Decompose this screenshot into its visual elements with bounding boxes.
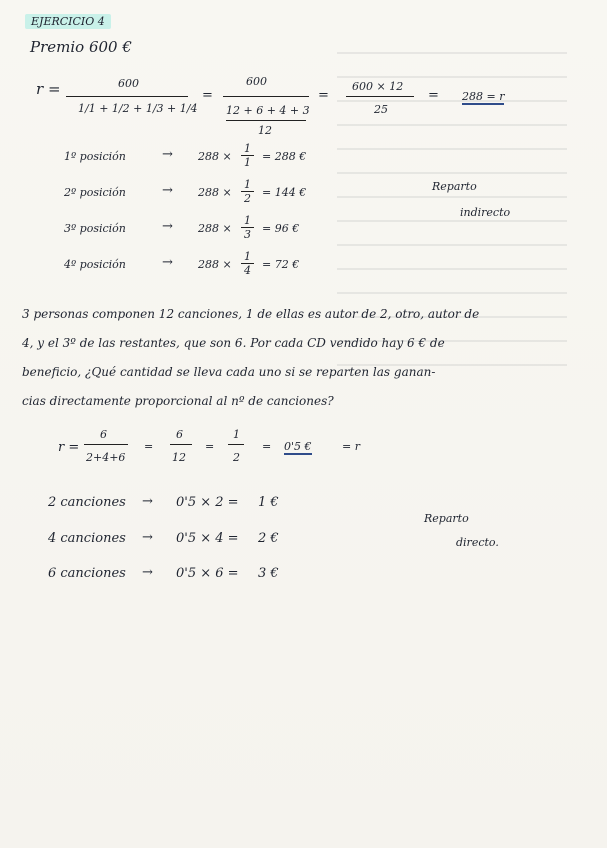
position-fraction xyxy=(241,215,254,241)
position-result: = 72 € xyxy=(262,258,300,271)
r2-equals-1: = xyxy=(144,440,154,453)
position-expression: 288 × xyxy=(198,222,232,235)
problem-line-1: 3 personas componen 12 canciones, 1 de ellas es autor de 2, otro, autor de xyxy=(22,307,480,321)
fraction1-bar xyxy=(66,96,188,97)
position-result: = 96 € xyxy=(262,222,300,235)
fraction2-denominator-top: 12 + 6 + 4 + 3 xyxy=(226,104,310,117)
fraction3-denominator: 25 xyxy=(374,103,388,116)
fraction2-bar xyxy=(223,96,309,97)
arrow-icon: → xyxy=(162,147,173,162)
problem-line-3: beneficio, ¿Qué cantidad se lleva cada uno si se reparten las ganan- xyxy=(22,365,436,379)
problem-line-4: cias directamente proporcional al nº de canciones? xyxy=(22,394,334,408)
prize-title: Premio 600 € xyxy=(30,38,132,56)
r2-fraction2-denominator: 12 xyxy=(172,451,186,464)
songs-result: 1 € xyxy=(258,495,279,510)
fraction-numerator: 1 xyxy=(241,251,254,264)
fraction-numerator: 1 xyxy=(241,179,254,192)
equals-sign-3: = xyxy=(428,88,439,103)
songs-label: 2 canciones xyxy=(48,495,126,510)
position-fraction xyxy=(241,143,254,169)
r2-fraction3-numerator: 1 xyxy=(233,428,240,441)
note-indirect-line1: Reparto xyxy=(432,180,477,193)
r2-result-tail: = r xyxy=(342,440,360,453)
arrow-icon: → xyxy=(142,565,153,580)
r2-label: r = xyxy=(58,440,80,455)
songs-expression: 0'5 × 4 = xyxy=(176,531,239,546)
problem-paragraph xyxy=(22,300,592,416)
songs-result: 2 € xyxy=(258,531,279,546)
fraction-denominator: 2 xyxy=(244,192,251,206)
r2-fraction3-denominator: 2 xyxy=(233,451,240,464)
fraction1-denominator: 1/1 + 1/2 + 1/3 + 1/4 xyxy=(78,102,198,115)
exercise-heading: EJERCICIO 4 xyxy=(25,14,111,29)
r2-result: 0'5 € xyxy=(284,440,312,453)
arrow-icon: → xyxy=(162,219,173,234)
fraction3-bar xyxy=(346,96,414,97)
r2-fraction2-numerator: 6 xyxy=(176,428,183,441)
r-result: 288 = r xyxy=(462,90,505,103)
position-expression: 288 × xyxy=(198,186,232,199)
equals-sign-2: = xyxy=(318,88,329,103)
fraction2-denominator-bottom: 12 xyxy=(258,124,272,137)
note-direct-line2: directo. xyxy=(456,536,499,549)
note-indirect-line2: indirecto xyxy=(460,206,511,219)
position-label: 3º posición xyxy=(64,222,126,235)
arrow-icon: → xyxy=(142,494,153,509)
fraction-denominator: 3 xyxy=(244,228,251,242)
r2-equals-3: = xyxy=(262,440,272,453)
position-result: = 144 € xyxy=(262,186,307,199)
r2-fraction1-numerator: 6 xyxy=(100,428,107,441)
songs-expression: 0'5 × 2 = xyxy=(176,495,239,510)
fraction1-numerator: 600 xyxy=(118,77,139,90)
fraction2-inner-bar xyxy=(226,120,306,121)
r2-fraction1-bar xyxy=(84,444,128,445)
position-label: 1º posición xyxy=(64,150,126,163)
position-result: = 288 € xyxy=(262,150,307,163)
fraction-numerator: 1 xyxy=(241,143,254,156)
position-fraction xyxy=(241,179,254,205)
arrow-icon: → xyxy=(142,530,153,545)
position-label: 2º posición xyxy=(64,186,126,199)
position-expression: 288 × xyxy=(198,258,232,271)
r-label: r = xyxy=(36,80,61,98)
songs-result: 3 € xyxy=(258,566,279,581)
fraction2-numerator: 600 xyxy=(246,75,267,88)
position-expression: 288 × xyxy=(198,150,232,163)
songs-label: 6 canciones xyxy=(48,566,126,581)
r2-equals-2: = xyxy=(205,440,215,453)
fraction3-numerator: 600 × 12 xyxy=(352,80,404,93)
problem-line-2: 4, y el 3º de las restantes, que son 6. Por cada CD vendido hay 6 € de xyxy=(22,336,445,350)
position-label: 4º posición xyxy=(64,258,126,271)
r2-fraction1-denominator: 2+4+6 xyxy=(86,451,126,464)
songs-expression: 0'5 × 6 = xyxy=(176,566,239,581)
fraction-numerator: 1 xyxy=(241,215,254,228)
note-direct-line1: Reparto xyxy=(424,512,469,525)
arrow-icon: → xyxy=(162,183,173,198)
fraction-denominator: 4 xyxy=(244,264,251,278)
fraction-denominator: 1 xyxy=(244,156,251,170)
position-fraction xyxy=(241,251,254,277)
r2-fraction3-bar xyxy=(228,444,244,445)
songs-label: 4 canciones xyxy=(48,531,126,546)
equals-sign-1: = xyxy=(202,88,213,103)
arrow-icon: → xyxy=(162,255,173,270)
r2-fraction2-bar xyxy=(170,444,192,445)
